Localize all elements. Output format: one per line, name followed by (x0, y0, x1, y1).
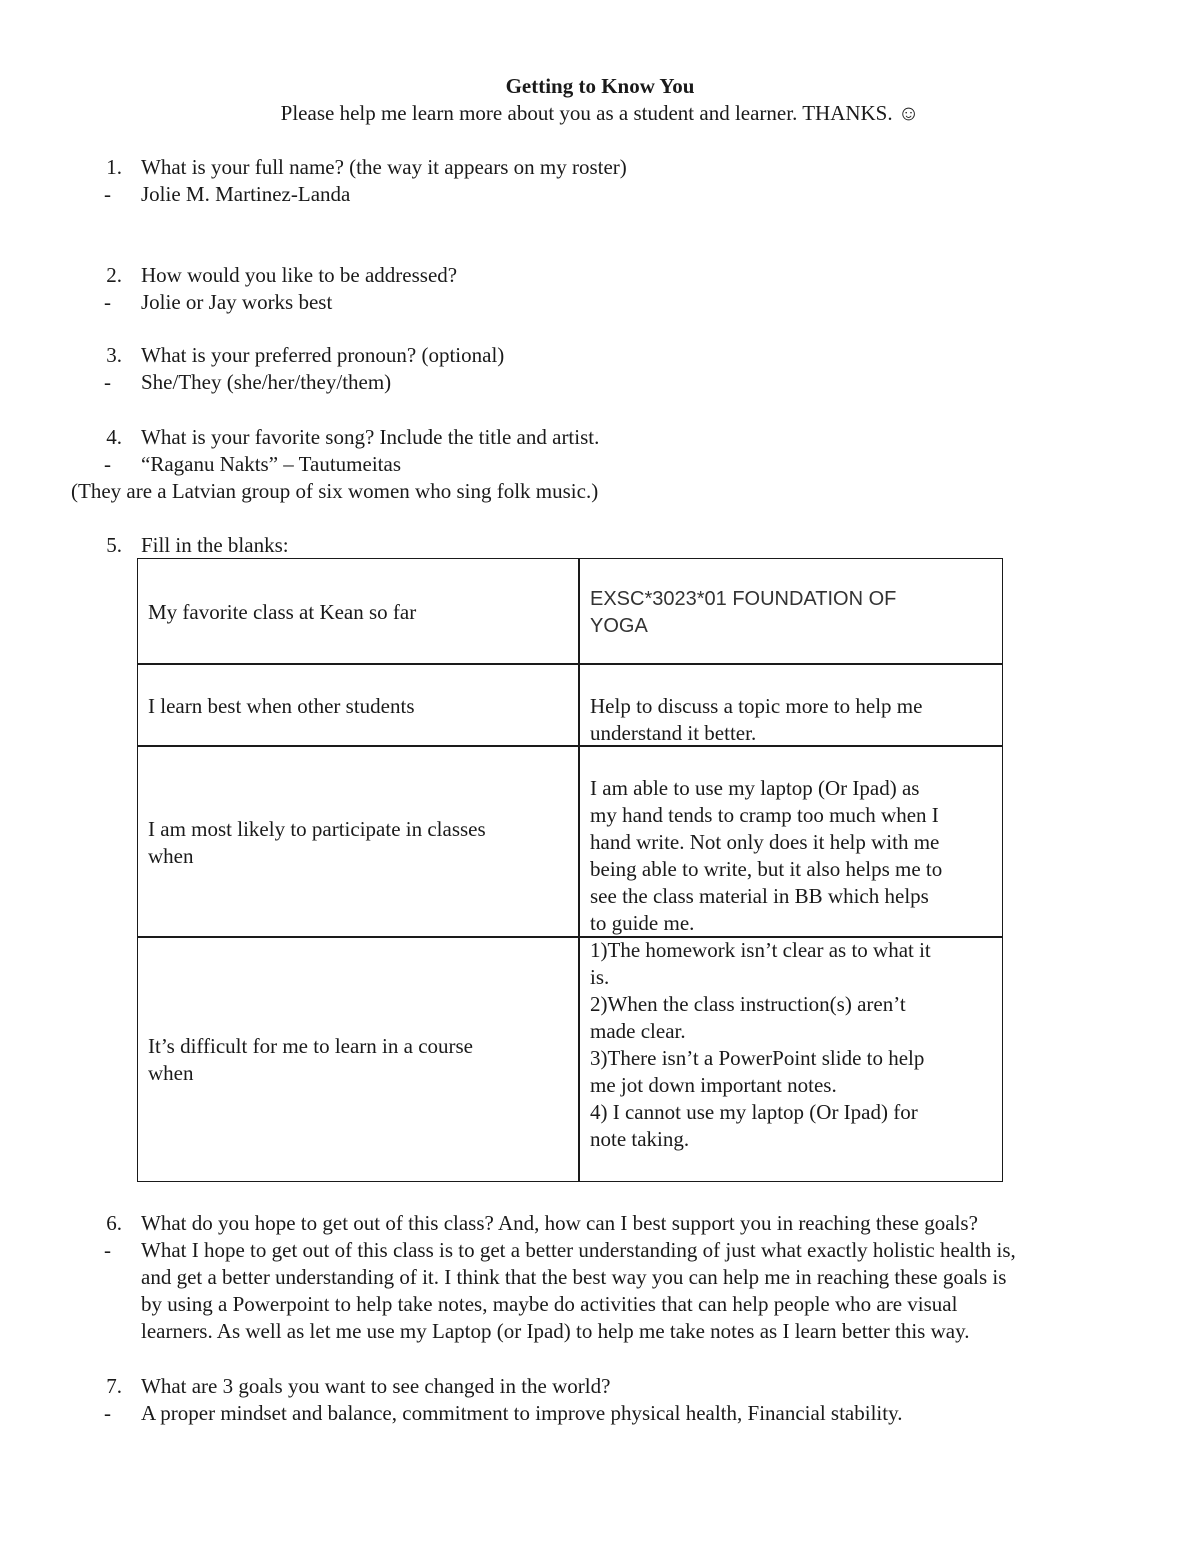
table-response-cell (590, 937, 995, 1153)
question-number: 5. (106, 533, 122, 557)
prompt-line: My favorite class at Kean so far (148, 600, 417, 624)
page-subtitle: Please help me learn more about you as a student and learner. THANKS. ☺ (280, 101, 920, 125)
response-line: I am able to use my laptop (Or Ipad) as (590, 776, 920, 800)
prompt-line: It’s difficult for me to learn in a course (148, 1034, 474, 1058)
answer-marker: - (104, 452, 111, 476)
question-number: 6. (106, 1211, 122, 1235)
table-column-divider (578, 558, 580, 1182)
answer-marker: - (104, 1401, 111, 1425)
prompt-line: when (148, 1061, 194, 1085)
question-text: What is your preferred pronoun? (optional) (141, 343, 505, 367)
question-text: How would you like to be addressed? (141, 263, 458, 287)
response-line: EXSC*3023*01 FOUNDATION OF (590, 588, 897, 610)
prompt-line: I am most likely to participate in classes (148, 817, 486, 841)
answer-text: learners. As well as let me use my Laptop (or Ipad) to help me take notes as I learn better this way. (141, 1319, 970, 1343)
answer-note: (They are a Latvian group of six women who sing folk music.) (71, 479, 599, 503)
question-text: Fill in the blanks: (141, 533, 289, 557)
answer-text: and get a better understanding of it. I think that the best way you can help me in reaching these goals is (141, 1265, 1007, 1289)
table-response-cell (590, 775, 995, 937)
table-prompt-cell (148, 693, 568, 720)
question-text: What is your favorite song? Include the title and artist. (141, 425, 600, 449)
response-line: made clear. (590, 1019, 686, 1043)
response-line: is. (590, 965, 610, 989)
answer-text: A proper mindset and balance, commitment to improve physical health, Financial stability. (141, 1401, 903, 1425)
prompt-line: when (148, 844, 194, 868)
table-response-cell (590, 693, 995, 747)
question-number: 2. (106, 263, 122, 287)
page-title: Getting to Know You (505, 74, 695, 98)
response-line: 3)There isn’t a PowerPoint slide to help (590, 1046, 925, 1070)
response-line: see the class material in BB which helps (590, 884, 929, 908)
response-line: YOGA (590, 615, 648, 637)
answer-text: What I hope to get out of this class is to get a better understanding of just what exactly holistic health is, (141, 1238, 1016, 1262)
response-line: my hand tends to cramp too much when I (590, 803, 939, 827)
table-prompt-cell (148, 599, 568, 626)
response-line: 4) I cannot use my laptop (Or Ipad) for (590, 1100, 918, 1124)
question-number: 3. (106, 343, 122, 367)
response-line: 1)The homework isn’t clear as to what it (590, 938, 931, 962)
answer-text: Jolie M. Martinez-Landa (141, 182, 351, 206)
response-line: note taking. (590, 1127, 690, 1151)
table-prompt-cell (148, 1033, 568, 1087)
response-line: being able to write, but it also helps me to (590, 857, 943, 881)
question-text: What is your full name? (the way it appears on my roster) (141, 155, 627, 179)
question-number: 7. (106, 1374, 122, 1398)
answer-text: “Raganu Nakts” – Tautumeitas (141, 452, 401, 476)
answer-marker: - (104, 182, 111, 206)
response-line: 2)When the class instruction(s) aren’t (590, 992, 906, 1016)
response-line: me jot down important notes. (590, 1073, 837, 1097)
answer-marker: - (104, 290, 111, 314)
fill-in-blanks-table (137, 558, 1003, 1182)
prompt-line: I learn best when other students (148, 694, 415, 718)
answer-marker: - (104, 370, 111, 394)
response-line: to guide me. (590, 911, 695, 935)
response-line: understand it better. (590, 721, 757, 745)
question-number: 4. (106, 425, 122, 449)
response-line: Help to discuss a topic more to help me (590, 694, 923, 718)
table-prompt-cell (148, 816, 568, 870)
answer-text: by using a Powerpoint to help take notes, maybe do activities that can help people who are visual (141, 1292, 958, 1316)
answer-marker: - (104, 1238, 111, 1262)
answer-text: Jolie or Jay works best (141, 290, 333, 314)
answer-text: She/They (she/her/they/them) (141, 370, 392, 394)
question-text: What do you hope to get out of this class? And, how can I best support you in reaching these goals? (141, 1211, 978, 1235)
question-text: What are 3 goals you want to see changed in the world? (141, 1374, 611, 1398)
response-line: hand write. Not only does it help with me (590, 830, 940, 854)
table-row-divider (137, 663, 1003, 665)
table-response-cell (590, 586, 995, 640)
question-number: 1. (106, 155, 122, 179)
